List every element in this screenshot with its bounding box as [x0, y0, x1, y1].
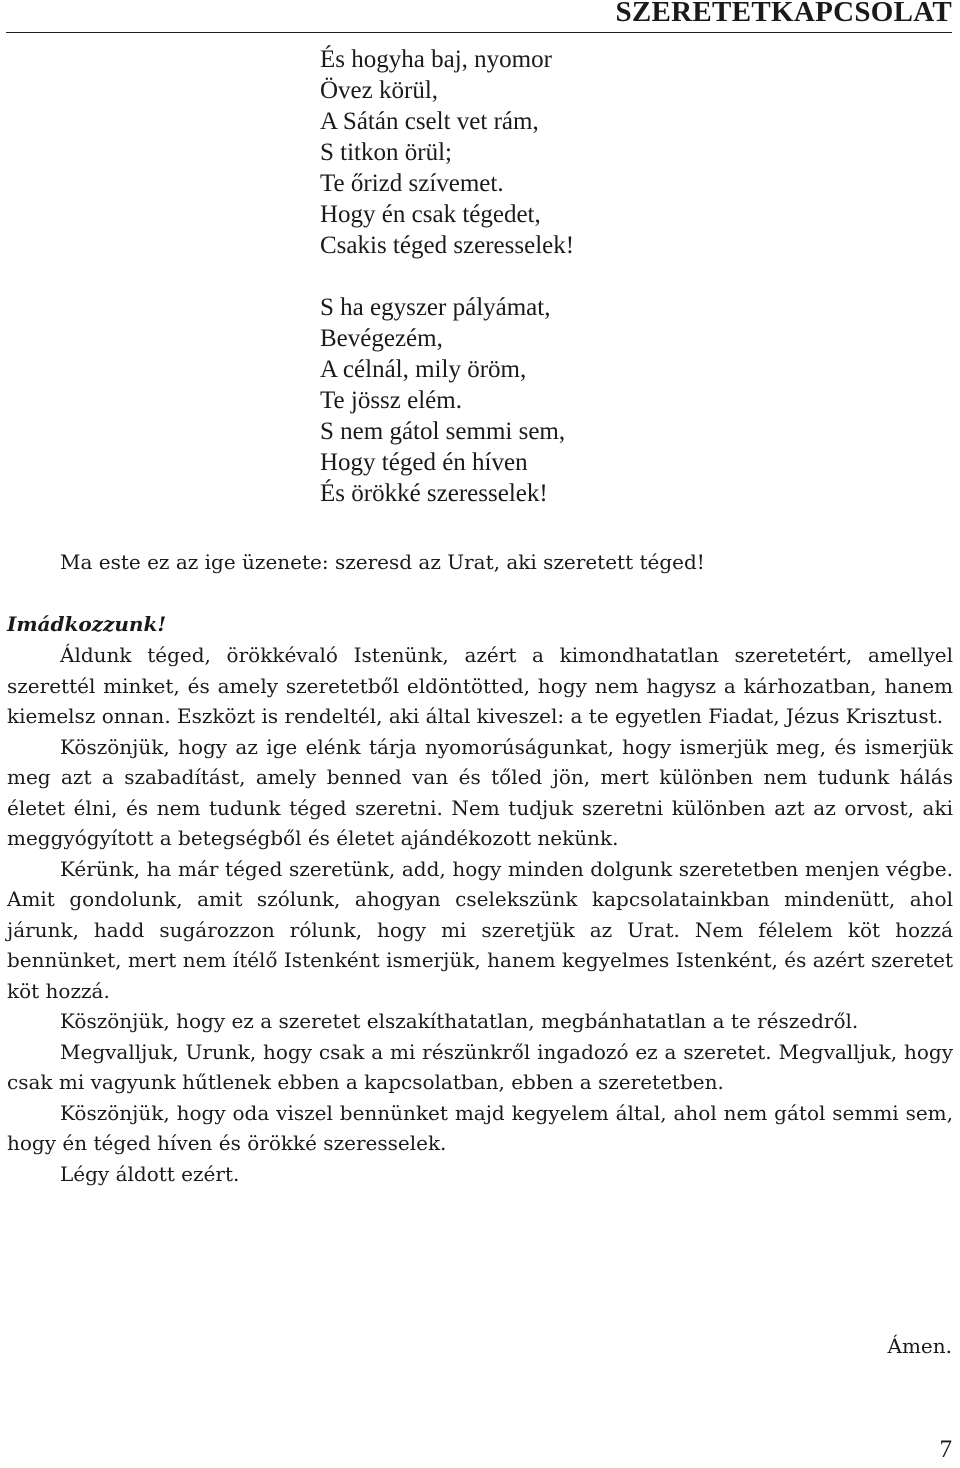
header-rule — [6, 32, 952, 33]
page-number: 7 — [939, 1436, 952, 1463]
prayer-paragraph: Légy áldott ezért. — [60, 1161, 240, 1186]
prayer-heading: Imádkozzunk! — [7, 612, 167, 636]
poem-line: Övez körül, — [320, 77, 439, 104]
poem-line: A célnál, mily öröm, — [320, 356, 527, 383]
poem-line: S nem gátol semmi sem, — [320, 418, 566, 445]
prayer-closing: Ámen. — [887, 1334, 952, 1358]
prayer-paragraph: Kérünk, ha már téged szeretünk, add, hogy minden dolgunk szeretetben menjen végbe. Amit gondolunk, amit szólunk, ahogyan cselekszünk kapcsolatainkban mindenütt, ahol járunk, hadd sugározzon rólunk, hogy mi szeretjük az Urat. Nem félelem köt hozzá bennünket, mert nem ítélő Istenként ismerjük, hanem kegyelmes Istenként, és azért szeretet köt hozzá. — [7, 856, 953, 1003]
poem-line: Te jössz elém. — [320, 387, 462, 414]
poem-line: S titkon örül; — [320, 139, 452, 166]
poem-line: Bevégezém, — [320, 325, 443, 352]
prayer-paragraph: Áldunk téged, örökkévaló Istenünk, azért a kimondhatatlan szeretetért, amellyel szerettél minket, és amely szeretetből eldöntötted, hogy nem hagysz a kárhozatban, hanem kiemelsz onnan. Eszközt is rendeltél, aki által kiveszel: a te egyetlen Fiadat, Jézus Krisztust. — [7, 643, 953, 728]
prayer-paragraph: Köszönjük, hogy ez a szeretet elszakíthatatlan, megbánhatatlan a te részedről. — [60, 1009, 859, 1033]
poem-line: A Sátán cselt vet rám, — [320, 108, 539, 135]
prayer-body — [7, 640, 953, 1189]
poem — [320, 44, 574, 509]
poem-line: Hogy téged én híven — [320, 449, 528, 476]
poem-line: S ha egyszer pályámat, — [320, 294, 551, 321]
prayer-paragraph: Köszönjük, hogy oda viszel bennünket majd kegyelem által, ahol nem gátol semmi sem, hogy én téged híven és örökké szeresselek. — [7, 1100, 953, 1155]
poem-line: Hogy én csak tégedet, — [320, 201, 541, 228]
daily-message: Ma este ez az ige üzenete: szeresd az Urat, aki szeretett téged! — [60, 550, 705, 574]
poem-line: És örökké szeresselek! — [320, 480, 548, 507]
prayer-paragraph: Köszönjük, hogy az ige elénk tárja nyomorúságunkat, hogy ismerjük meg, és ismerjük meg azt a szabadítást, amely benned van és tőled jön, mert különben nem tudunk hálás életet élni, és nem tudunk téged szeretni. Nem tudjuk szeretni különben azt az orvost, aki meggyógyított a betegségből és életet ajándékozott nekünk. — [7, 734, 953, 850]
poem-stanza — [320, 292, 574, 509]
poem-line: Csakis téged szeresselek! — [320, 232, 575, 259]
prayer-paragraph: Megvalljuk, Urunk, hogy csak a mi részünkről ingadozó ez a szeretet. Megvalljuk, hogy csak mi vagyunk hűtlenek ebben a kapcsolatban, ebben a szeretetben. — [7, 1039, 953, 1094]
running-head: SZERETETKAPCSOLAT — [615, 0, 952, 28]
poem-line: Te őrizd szívemet. — [320, 170, 504, 197]
poem-stanza — [320, 44, 574, 261]
poem-line: És hogyha baj, nyomor — [320, 46, 552, 73]
